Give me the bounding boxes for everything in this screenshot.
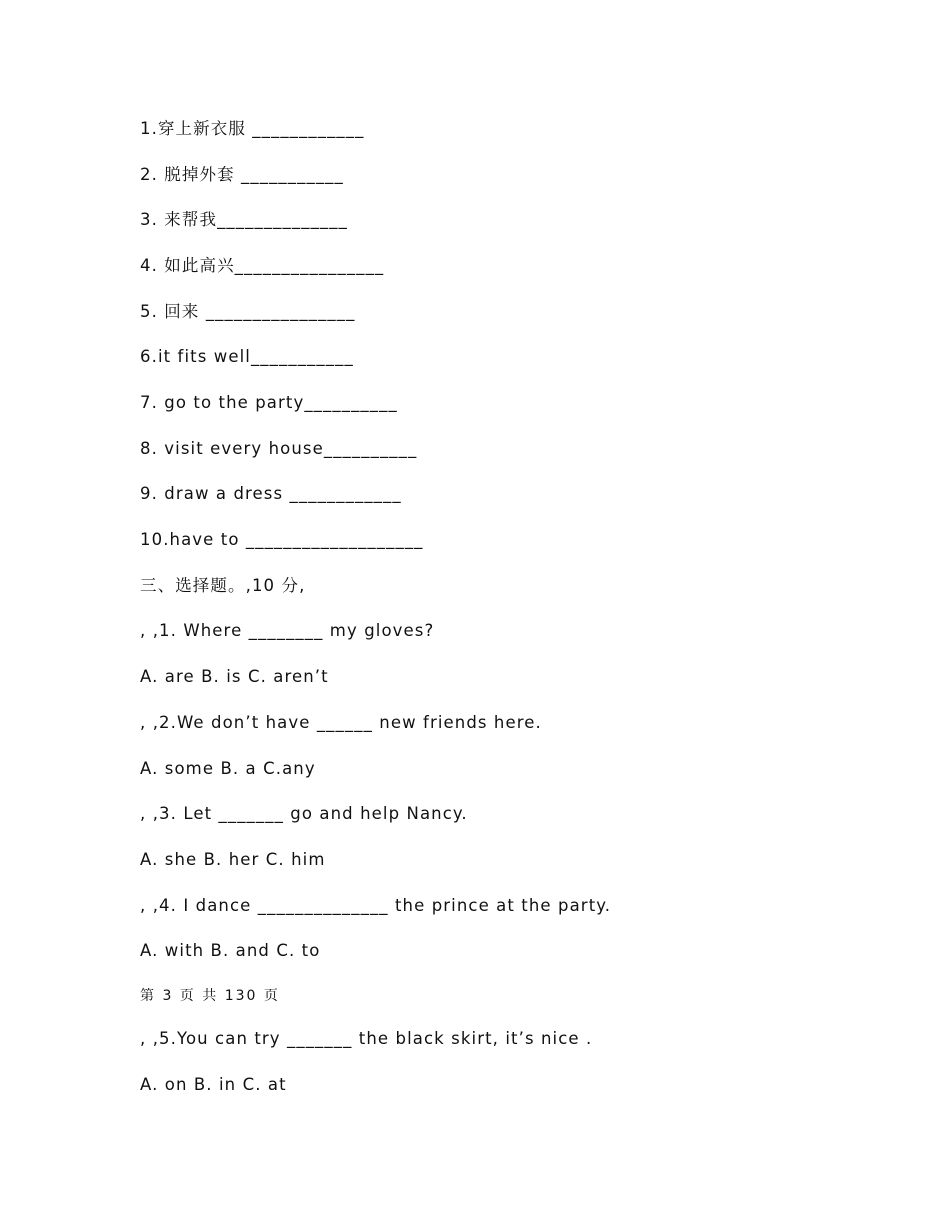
question-1-stem: , ,1. Where ________ my gloves? (140, 621, 435, 640)
phrase-9: 9. draw a dress ____________ (140, 484, 402, 503)
question-2-options: A. some B. a C.any (140, 759, 316, 778)
phrase-3: 3. 来帮我______________ (140, 210, 348, 229)
question-3-options: A. she B. her C. him (140, 850, 326, 869)
phrase-5: 5. 回来 ________________ (140, 302, 356, 321)
question-4-stem: , ,4. I dance ______________ the prince at the party. (140, 896, 612, 915)
section-heading: 三、选择题。,10 分, (140, 576, 306, 595)
page-footer: 第 3 页 共 130 页 (140, 988, 280, 1004)
phrase-8: 8. visit every house__________ (140, 439, 418, 458)
phrase-2: 2. 脱掉外套 ___________ (140, 165, 344, 184)
phrase-1: 1.穿上新衣服 ____________ (140, 119, 365, 138)
question-2-stem: , ,2.We don’t have ______ new friends here. (140, 713, 542, 732)
phrase-6: 6.it fits well___________ (140, 347, 354, 366)
question-5-stem: , ,5.You can try _______ the black skirt, it’s nice . (140, 1029, 593, 1048)
phrase-7: 7. go to the party__________ (140, 393, 398, 412)
question-3-stem: , ,3. Let _______ go and help Nancy. (140, 804, 468, 823)
question-4-options: A. with B. and C. to (140, 941, 321, 960)
phrase-4: 4. 如此高兴________________ (140, 256, 385, 275)
phrase-10: 10.have to ___________________ (140, 530, 424, 549)
question-1-options: A. are B. is C. aren’t (140, 667, 329, 686)
question-5-options: A. on B. in C. at (140, 1075, 287, 1094)
